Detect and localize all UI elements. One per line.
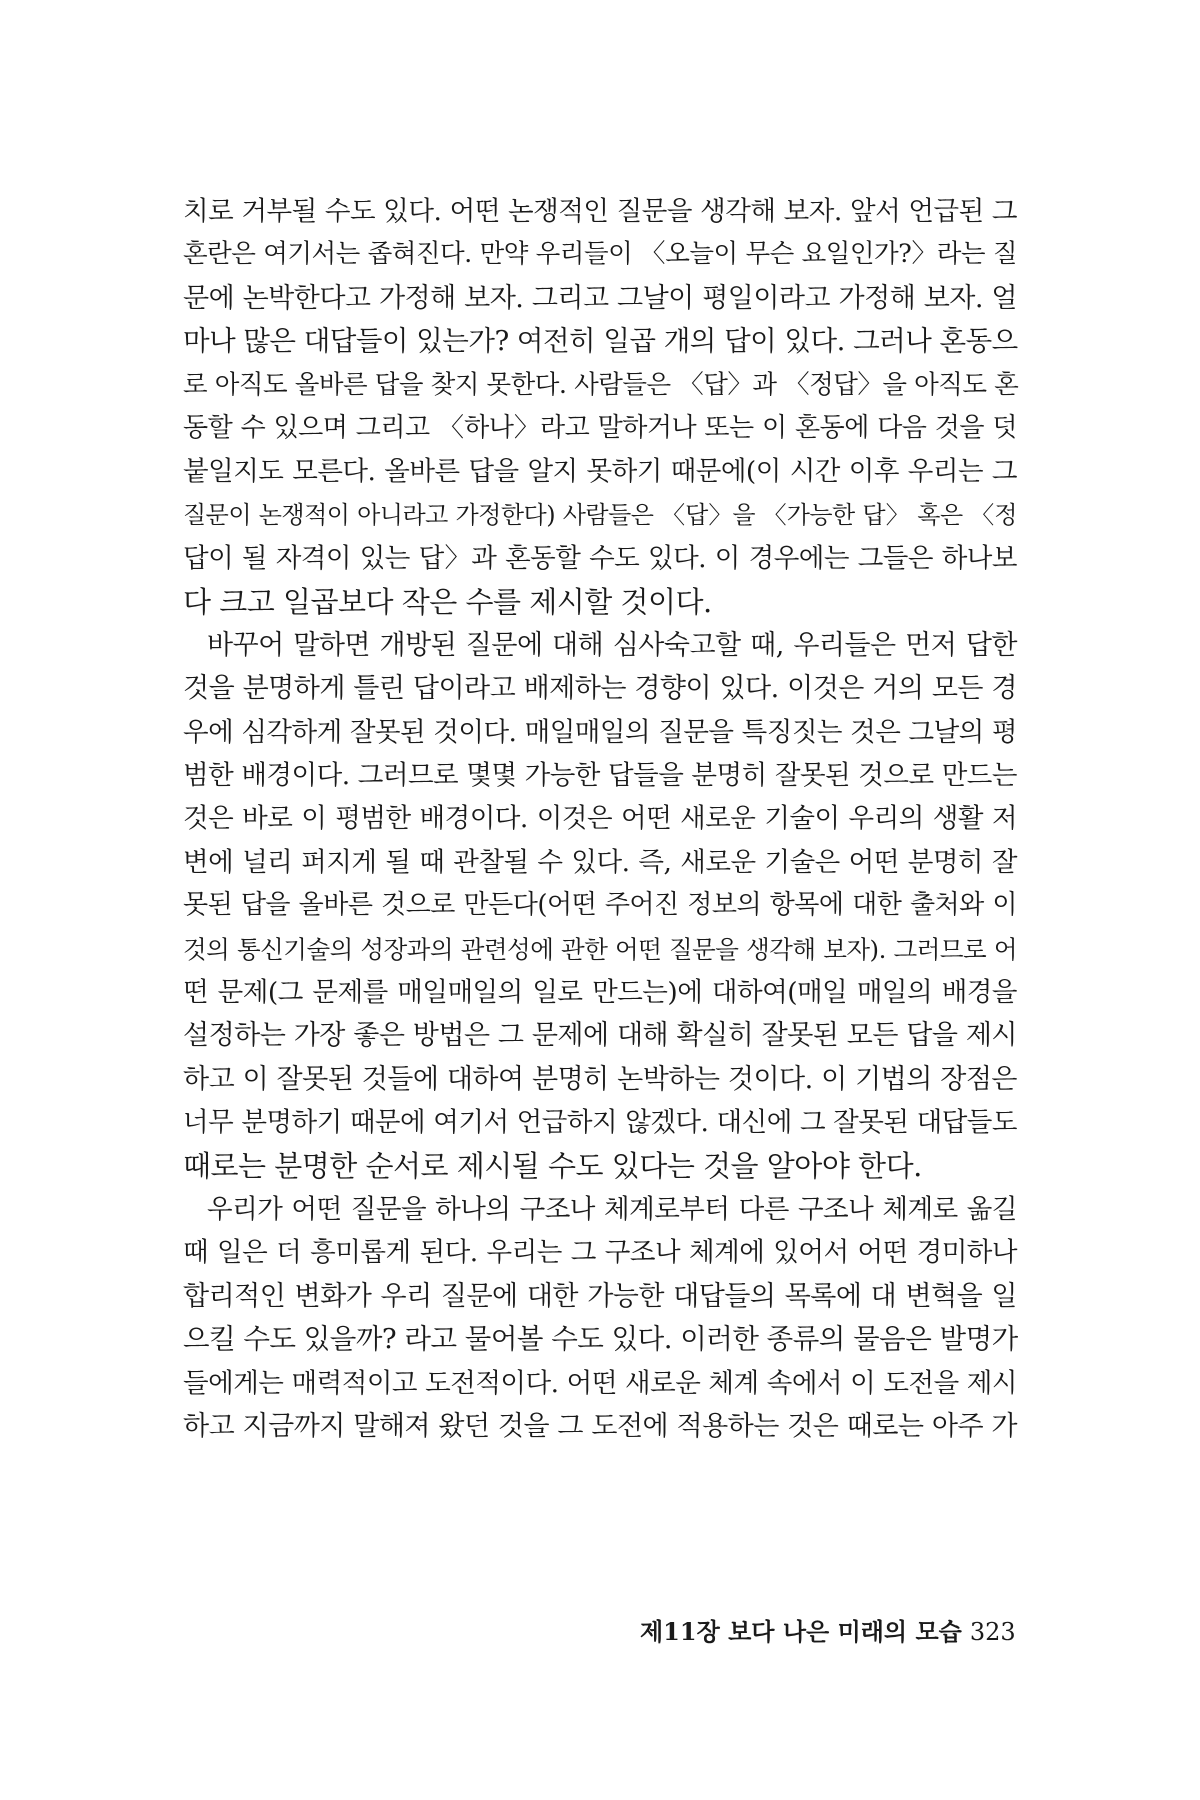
text-line: 바꾸어 말하면 개방된 질문에 대해 심사숙고할 때, 우리들은 먼저 답한 [207,629,1017,661]
body-text [183,190,1017,1448]
text-line: 합리적인 변화가 우리 질문에 대한 가능한 대답들의 목록에 대 변혁을 일 [183,1280,1017,1312]
text-line: 너무 분명하기 때문에 여기서 언급하지 않겠다. 대신에 그 잘못된 대답들도 [183,1107,1017,1139]
text-line: 하고 이 잘못된 것들에 대하여 분명히 논박하는 것이다. 이 기법의 장점은 [183,1063,1017,1095]
text-line: 것의 통신기술의 성장과의 관련성에 관한 어떤 질문을 생각해 보자). 그러므로 어 [183,934,1017,964]
text-line: 때 일은 더 흥미롭게 된다. 우리는 그 구조나 체계에 있어서 어떤 경미하나 [183,1237,1017,1269]
text-line: 우리가 어떤 질문을 하나의 구조나 체계로부터 다른 구조나 체계로 옮길 [207,1193,1017,1225]
text-line: 하고 지금까지 말해져 왔던 것을 그 도전에 적용하는 것은 때로는 아주 가 [183,1410,1017,1442]
text-line: 변에 널리 퍼지게 될 때 관찰될 수 있다. 즉, 새로운 기술은 어떤 분명히 잘 [183,846,1017,878]
text-line: 것은 바로 이 평범한 배경이다. 이것은 어떤 새로운 기술이 우리의 생활 저 [183,803,1017,835]
page-footer [640,1612,1016,1647]
text-line: 문에 논박한다고 가정해 보자. 그리고 그날이 평일이라고 가정해 보자. 얼 [183,282,1017,314]
text-line: 우에 심각하게 잘못된 것이다. 매일매일의 질문을 특징짓는 것은 그날의 평 [183,716,1017,748]
text-line: 마나 많은 대답들이 있는가? 여전히 일곱 개의 답이 있다. 그러나 혼동으 [183,325,1018,358]
chapter-title: 제11장 보다 나은 미래의 모습 [640,1617,962,1646]
text-line: 질문이 논쟁적이 아니라고 가정한다) 사람들은 〈답〉을 〈가능한 답〉 혹은 〈정 [183,500,1017,529]
page-number: 323 [969,1618,1016,1646]
text-line: 다 크고 일곱보다 작은 수를 제시할 것이다. [183,584,712,619]
text-line: 붙일지도 모른다. 올바른 답을 알지 못하기 때문에(이 시간 이후 우리는 그 [183,456,1017,488]
text-line: 떤 문제(그 문제를 매일매일의 일로 만드는)에 대하여(매일 매일의 배경을 [183,977,1017,1009]
text-line: 못된 답을 올바른 것으로 만든다(어떤 주어진 정보의 항목에 대한 출처와 이 [183,890,1017,921]
text-line: 로 아직도 올바른 답을 찾지 못한다. 사람들은 〈답〉과 〈정답〉을 아직도 혼 [183,369,1019,400]
text-line: 것을 분명하게 틀린 답이라고 배제하는 경향이 있다. 이것은 거의 모든 경 [183,673,1017,705]
text-line: 때로는 분명한 순서로 제시될 수도 있다는 것을 알아야 한다. [183,1148,922,1183]
text-line: 설정하는 가장 좋은 방법은 그 문제에 대해 확실히 잘못된 모든 답을 제시 [183,1020,1017,1052]
text-line: 범한 배경이다. 그러므로 몇몇 가능한 답들을 분명히 잘못된 것으로 만드는 [183,760,1017,792]
text-line: 동할 수 있으며 그리고 〈하나〉라고 말하거나 또는 이 혼동에 다음 것을 덧 [183,412,1017,443]
text-line: 치로 거부될 수도 있다. 어떤 논쟁적인 질문을 생각해 보자. 앞서 언급된 그 [183,196,1017,227]
text-line: 답이 될 자격이 있는 답〉과 혼동할 수도 있다. 이 경우에는 그들은 하나보 [183,543,1017,575]
text-line: 들에게는 매력적이고 도전적이다. 어떤 새로운 체계 속에서 이 도전을 제시 [183,1367,1017,1399]
text-line: 혼란은 여기서는 좁혀진다. 만약 우리들이 〈오늘이 무슨 요일인가?〉라는 질 [183,239,1017,270]
text-line: 으킬 수도 있을까? 라고 물어볼 수도 있다. 이러한 종류의 물음은 발명가 [183,1323,1018,1356]
